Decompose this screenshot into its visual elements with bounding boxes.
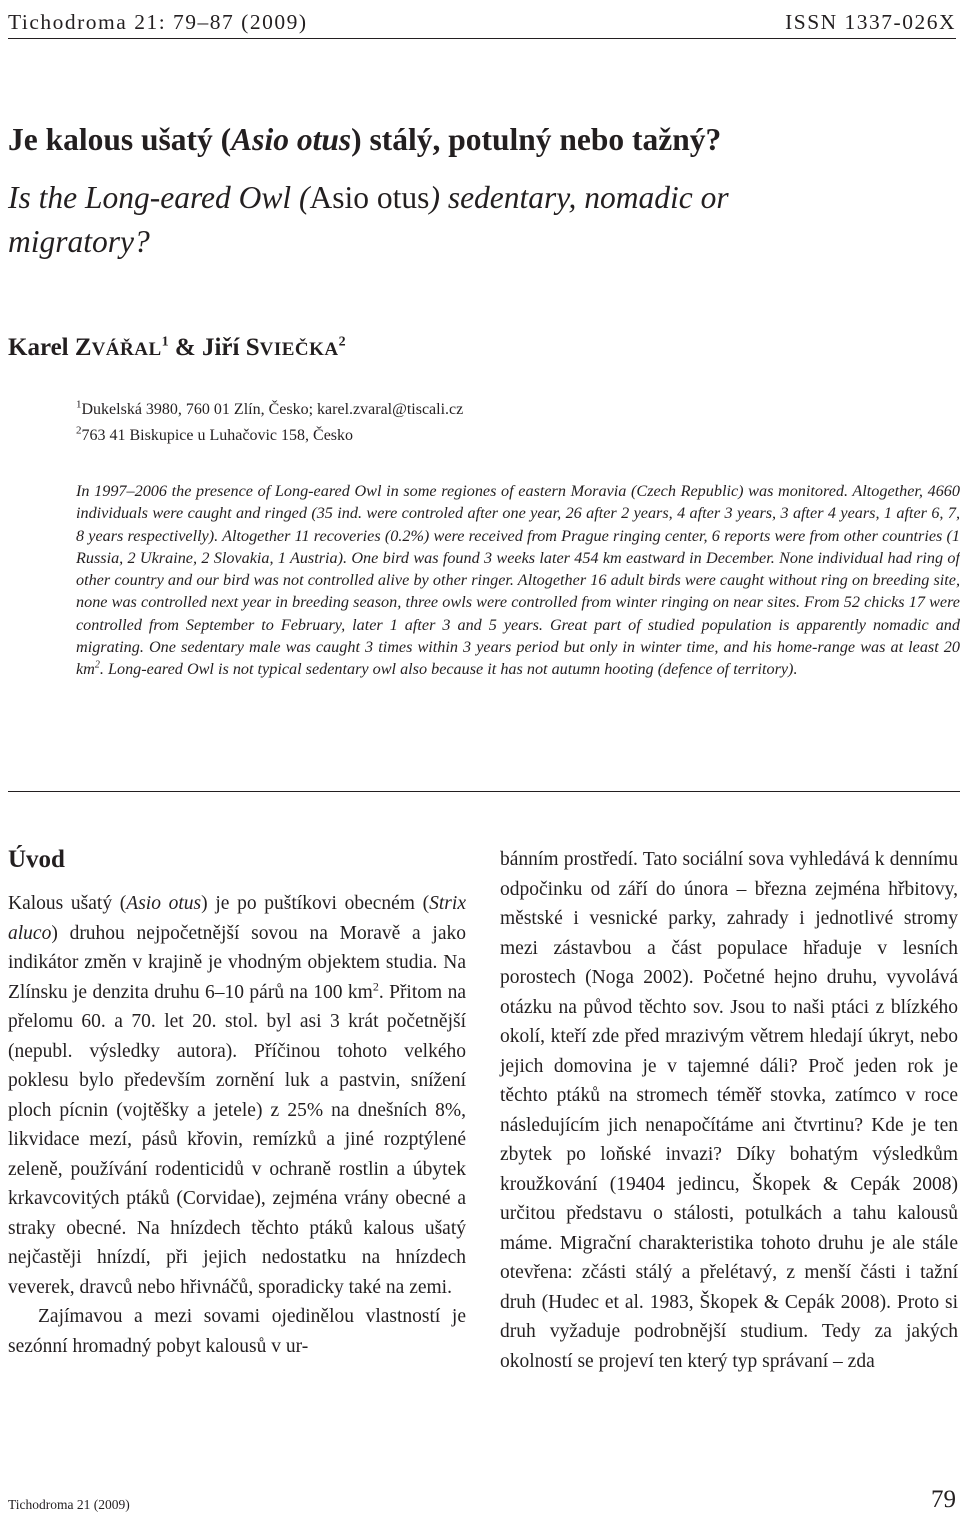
author1-sup: 1 bbox=[161, 334, 169, 350]
abstract bbox=[76, 480, 960, 681]
author2-surname-smallcaps: VIEČKA bbox=[259, 339, 339, 360]
author2-name: Jiří S bbox=[201, 334, 260, 361]
authors bbox=[8, 330, 346, 368]
title-english-post: ) sedentary, nomadic or migratory? bbox=[8, 180, 729, 259]
affiliation-1-text: Dukelská 3980, 760 01 Zlín, Česko; karel.zvaral@tiscali.cz bbox=[81, 401, 464, 418]
column-left bbox=[8, 845, 466, 1361]
section-heading-intro: Úvod bbox=[8, 846, 65, 873]
column-right bbox=[500, 845, 958, 1376]
affiliation-2-text: 763 41 Biskupice u Luhačovic 158, Česko bbox=[81, 427, 354, 444]
author1-name: Karel Z bbox=[8, 334, 92, 361]
intro-paragraph-1 bbox=[8, 889, 466, 1302]
intro-paragraph-2-start: Zajímavou a mezi sovami ojedinělou vlastností je sezónní hromadný pobyt kalousů v ur- bbox=[8, 1306, 466, 1357]
title-english-pre: Is the Long-eared Owl ( bbox=[8, 180, 310, 215]
abstract-text-2: . Long-eared Owl is not typical sedentary owl also because it has not autumn hooting (defence of territory). bbox=[99, 660, 798, 679]
intro-p1-f: . Přitom na přelomu 60. a 70. let 20. stol. byl asi 3 krát početnější (nepubl. výsledky autora). Příčinou tohoto velkého poklesu bylo především zornění luk a pastvin, snížení ploch pícnin (vojtěšky a jetele) z 25% na dnešních 8%, likvidace mezí, pásů křovin, remízků a jiné rozptýlené zeleně, používání rodenticidů v ochraně rostlin a úbytek krkavcovitých ptáků (Corvidae), zejména vrány obecné a straky obecné. Na hnízdech těchto ptáků kalous ušatý nejčastěji hnízdí, při jejich nedostatku na hnízdech veverek, dravců nebo hřivnáčů, sporadicky také na zemi. bbox=[8, 981, 466, 1298]
intro-p1-c: ) je po puštíkovi obecném ( bbox=[201, 893, 430, 914]
abstract-sup: 2 bbox=[94, 659, 100, 671]
title-czech-post: ) stálý, potulný nebo tažný? bbox=[351, 122, 722, 157]
intro-paragraph-2-continued: bánním prostředí. Tato sociální sova vyhledává k dennímu odpočinku od září do února – března zejména hřbitovy, městské i vesnické parky, zahrady i jednotlivé stromy mezi zástavbou a část populace hřaduje v lesních porostech (Noga 2002). Početné hejno druhu, vyvolává otázku na původ těchto sov. Jsou to naši ptáci z blízkého okolí, kteří zde před mrazivým větrem hledají úkryt, nebo jejich domovina je v tajemné dáli? Proč jeden rok je těchto ptáků na stromech téměř stovka, zatímco v roce následujícím jich nenapočítáme ani čtvrtinu? Kde je ten zbytek po loňské invazi? Díky bohatým výsledkům kroužkování (19404 jedincu, Škopek & Cepák 2008) určitou představu o stálosti, potulkách a tahu kalousů máme. Migrační charakteristika tohoto druhu je ale stále otevřena: zčásti stálý a přelétavý, z menší části i tažní druh (Hudec et al. 1983, Škopek & Cepák 2008). Proto si druh vyžaduje podrobnější studium. Tedy za jakých okolností se projeví ten který typ správaní – zda bbox=[500, 849, 958, 1372]
running-header bbox=[8, 4, 956, 39]
title-english-species: Asio otus bbox=[309, 180, 430, 215]
section-divider bbox=[8, 791, 960, 792]
affiliation-2-sup: 2 bbox=[76, 424, 82, 437]
affiliation-2 bbox=[76, 426, 353, 446]
author1-surname-smallcaps: VÁŘAL bbox=[91, 339, 162, 360]
title-czech-species: Asio otus bbox=[231, 122, 352, 157]
intro-p1-sup: 2 bbox=[372, 979, 379, 993]
page-number: 79 bbox=[931, 1486, 956, 1513]
author2-sup: 2 bbox=[338, 334, 346, 350]
affiliation-1-sup: 1 bbox=[76, 398, 82, 411]
author-separator: & bbox=[174, 334, 196, 361]
title-czech-pre: Je kalous ušatý ( bbox=[8, 122, 232, 157]
intro-p1-species2: Strix aluco bbox=[8, 893, 466, 944]
title-english bbox=[8, 176, 848, 264]
title-czech bbox=[8, 120, 953, 160]
intro-p1-species1: Asio otus bbox=[126, 893, 202, 914]
journal-citation: Tichodroma 21: 79–87 (2009) bbox=[8, 10, 308, 34]
affiliation-1 bbox=[76, 400, 463, 420]
intro-p1-e: ) druhou nejpočetnější sovou na Moravě a jako indikátor změn v krajině je vhodným objektem studia. Na Zlínsku je denzita druhu 6–10 párů na 100 km bbox=[8, 922, 466, 1003]
abstract-text-1: In 1997–2006 the presence of Long-eared Owl in some regiones of eastern Moravia (Czech Republic) was monitored. Altogether, 4660 individuals were caught and ringed (35 ind. were controled after one year, 26 after 2 years, 4 after 3 years, 3 after 4 years, 1 after 6, 7, 8 years respectivelly). Altogether 11 recoveries (0.2%) were received from Prague ringing center, 6 reports were from other countries (1 Russia, 2 Ukraine, 2 Slovakia, 1 Austria). One bird was found 3 weeks later 454 km eastward in December. None individual had ring of other country and our bird was not controlled alive by other ringer. Altogether 16 adult birds were caught without ring on breeding site, none was controlled next year in breeding season, three owls were controlled from winter ringing on near sites. From 52 chicks 17 were controlled from September to February, later 1 after 3 and 5 years. Great part of studied population is apparently nomadic and migrating. One sedentary male was caught 3 times within 3 years period but only in winter time, and his home-range was at least 20 km bbox=[76, 482, 960, 679]
issn: ISSN 1337-026X bbox=[785, 10, 956, 34]
footer-journal: Tichodroma 21 (2009) bbox=[8, 1497, 130, 1512]
intro-p1-a: Kalous ušatý ( bbox=[8, 893, 127, 914]
